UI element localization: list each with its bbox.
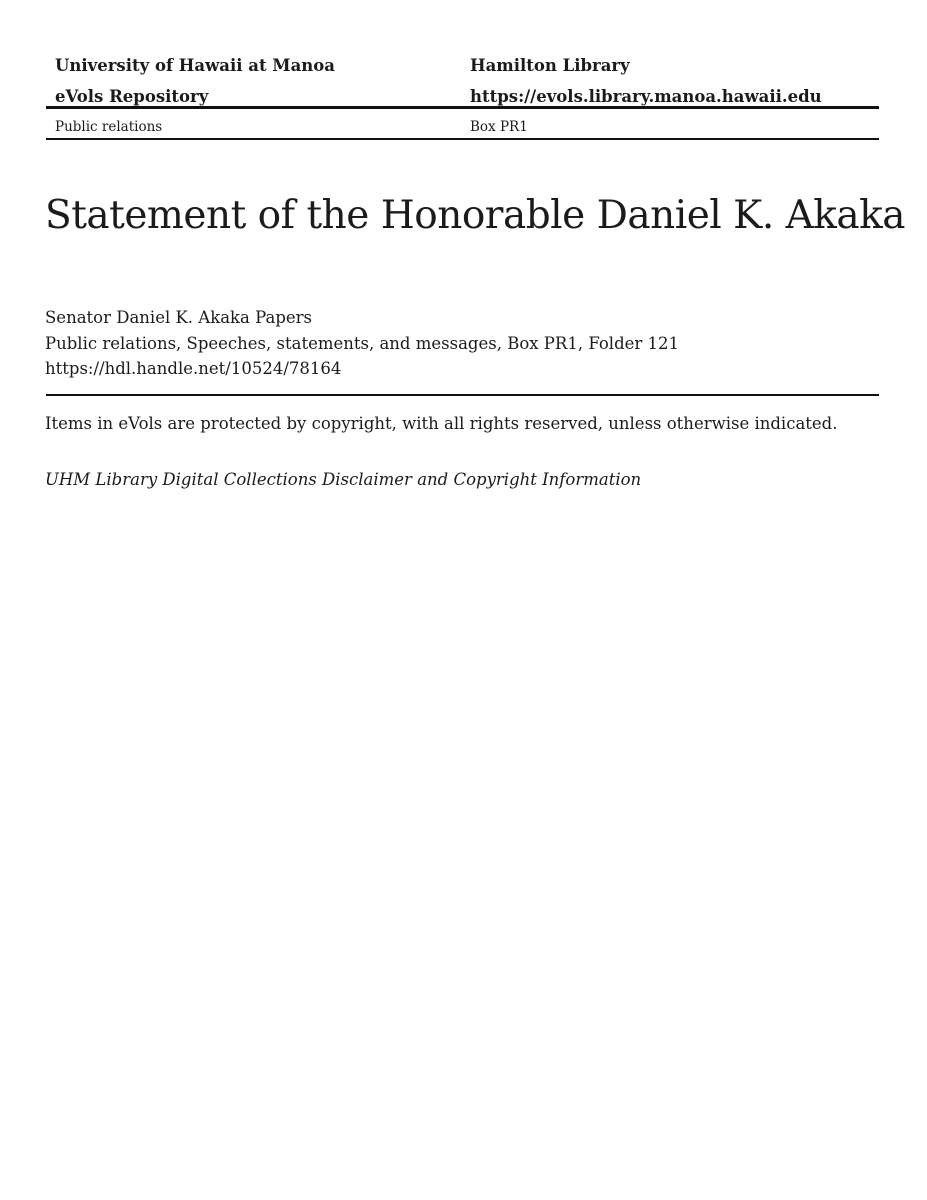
header-divider-thick xyxy=(46,106,879,109)
handle-url-link[interactable]: https://hdl.handle.net/10524/78164 xyxy=(45,359,342,378)
disclaimer-link[interactable]: UHM Library Digital Collections Disclaimer and Copyright Information xyxy=(45,470,642,489)
citation-location: Public relations, Speeches, statements, and messages, Box PR1, Folder 121 xyxy=(45,333,680,353)
document-title: Statement of the Honorable Daniel K. Akaka xyxy=(45,193,906,238)
copyright-statement: Items in eVols are protected by copyright, with all rights reserved, unless otherwise indicated. xyxy=(45,414,838,433)
header-box-label: Box PR1 xyxy=(470,119,528,135)
header-repository: eVols Repository xyxy=(55,87,209,106)
header-repository-url[interactable]: https://evols.library.manoa.hawaii.edu xyxy=(470,87,822,106)
citation-collection: Senator Daniel K. Akaka Papers xyxy=(45,308,313,327)
citation-block xyxy=(45,305,679,382)
header-divider-thin xyxy=(46,138,879,140)
header-institution: University of Hawaii at Manoa xyxy=(55,56,335,75)
section-divider xyxy=(46,394,879,396)
header-library: Hamilton Library xyxy=(470,56,630,75)
header-series-label: Public relations xyxy=(55,119,163,135)
